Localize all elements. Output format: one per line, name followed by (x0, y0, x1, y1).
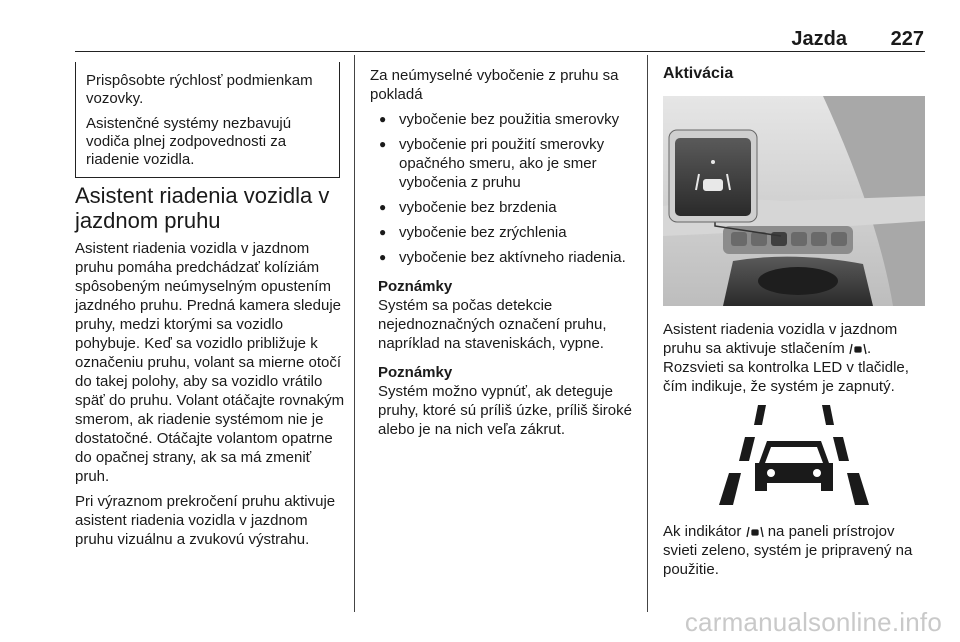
note-line-2: Asistenčné systémy nezbavujú vodiča plnej zodpovednosti za riadenie vozidla. (86, 115, 292, 168)
list-item: ● vybočenie bez použitia smerovky (370, 110, 638, 129)
list-item: ● vybočenie pri použití smerovky opačného smeru, ako je smer vybočenia z pruhu (370, 135, 638, 192)
note-title-2: Poznámky (378, 364, 453, 381)
column-3 (663, 64, 931, 91)
note-line-1: Prispôsobte rýchlosť podmienkam vozovky. (86, 72, 313, 107)
dashboard-button-photo (663, 96, 925, 306)
indicator-text-b: na paneli prístrojov svieti zeleno, systém je pripravený na použitie. (663, 523, 913, 578)
body-paragraph-1: Asistent riadenia vozidla v jazdnom pruhu pomáha predchádzať kolíziám spôsobeným neúmyselným opustením jazdného pruhu. Predná kamera sleduje pruhy, medzi ktorými sa vozidlo pohybuje. Keď sa vozidlo približuje k označeniu pruhu, volant sa mierne otočí do takej polohy, aby sa vozidlo vrátilo späť do pruhu. Volant otáčajte rovnakým smerom, ak riadenie systémom nie je dostatočné. Otáčajte volantom opatrne do opačnej strany, ak sa má zmeniť pruh. (75, 240, 345, 485)
note-text-2: Systém možno vypnúť, ak deteguje pruhy, ktoré sú príliš úzke, príliš široké alebo je na nich veľa zákrut. (378, 383, 632, 438)
bullets-intro: Za neúmyselné vybočenie z pruhu sa pokladá (370, 67, 619, 103)
indicator-text-a: Ak indikátor (663, 523, 742, 540)
column-divider-2 (647, 55, 648, 612)
list-item: ● vybočenie bez aktívneho riadenia. (370, 248, 638, 267)
activation-paragraph (663, 320, 931, 396)
section-title: Jazda (791, 28, 847, 50)
body-paragraph-2: Pri výraznom prekročení pruhu aktivuje asistent riadenia vozidla v jazdnom pruhu vizuálnu a zvukovú výstrahu. (75, 493, 336, 548)
activation-text-c: Rozsvieti sa kontrolka LED v tlačidle, čím indikuje, že systém je zapnutý. (663, 359, 909, 395)
indicator-paragraph (663, 522, 931, 579)
list-item: ● vybočenie bez brzdenia (370, 198, 638, 217)
column-2 (370, 66, 638, 445)
activation-heading: Aktivácia (663, 65, 734, 82)
section-heading: Asistent riadenia vozidla v jazdnom pruhu (75, 183, 330, 233)
column-1 (75, 183, 345, 555)
bullet-list (370, 110, 638, 267)
page-header (0, 28, 960, 50)
lane-keep-assist-icon (849, 341, 867, 355)
activation-text-a: Asistent riadenia vozidla v jazdnom pruhu sa aktivuje stlačením (663, 321, 898, 357)
warning-note-box (75, 62, 340, 178)
list-item: ● vybočenie bez zrýchlenia (370, 223, 638, 242)
column-divider-1 (354, 55, 355, 612)
activation-text-b: . (866, 340, 872, 357)
watermark: carmanualsonline.info (684, 607, 942, 637)
lane-keep-assist-symbol-icon (663, 403, 925, 508)
header-divider (75, 51, 925, 52)
lane-keep-assist-indicator-icon (746, 524, 764, 538)
page-number: 227 (890, 28, 924, 50)
note-title-1: Poznámky (378, 278, 453, 295)
note-text-1: Systém sa počas detekcie nejednoznačných označení pruhu, napríklad na staveniskách, vypne. (378, 297, 607, 352)
